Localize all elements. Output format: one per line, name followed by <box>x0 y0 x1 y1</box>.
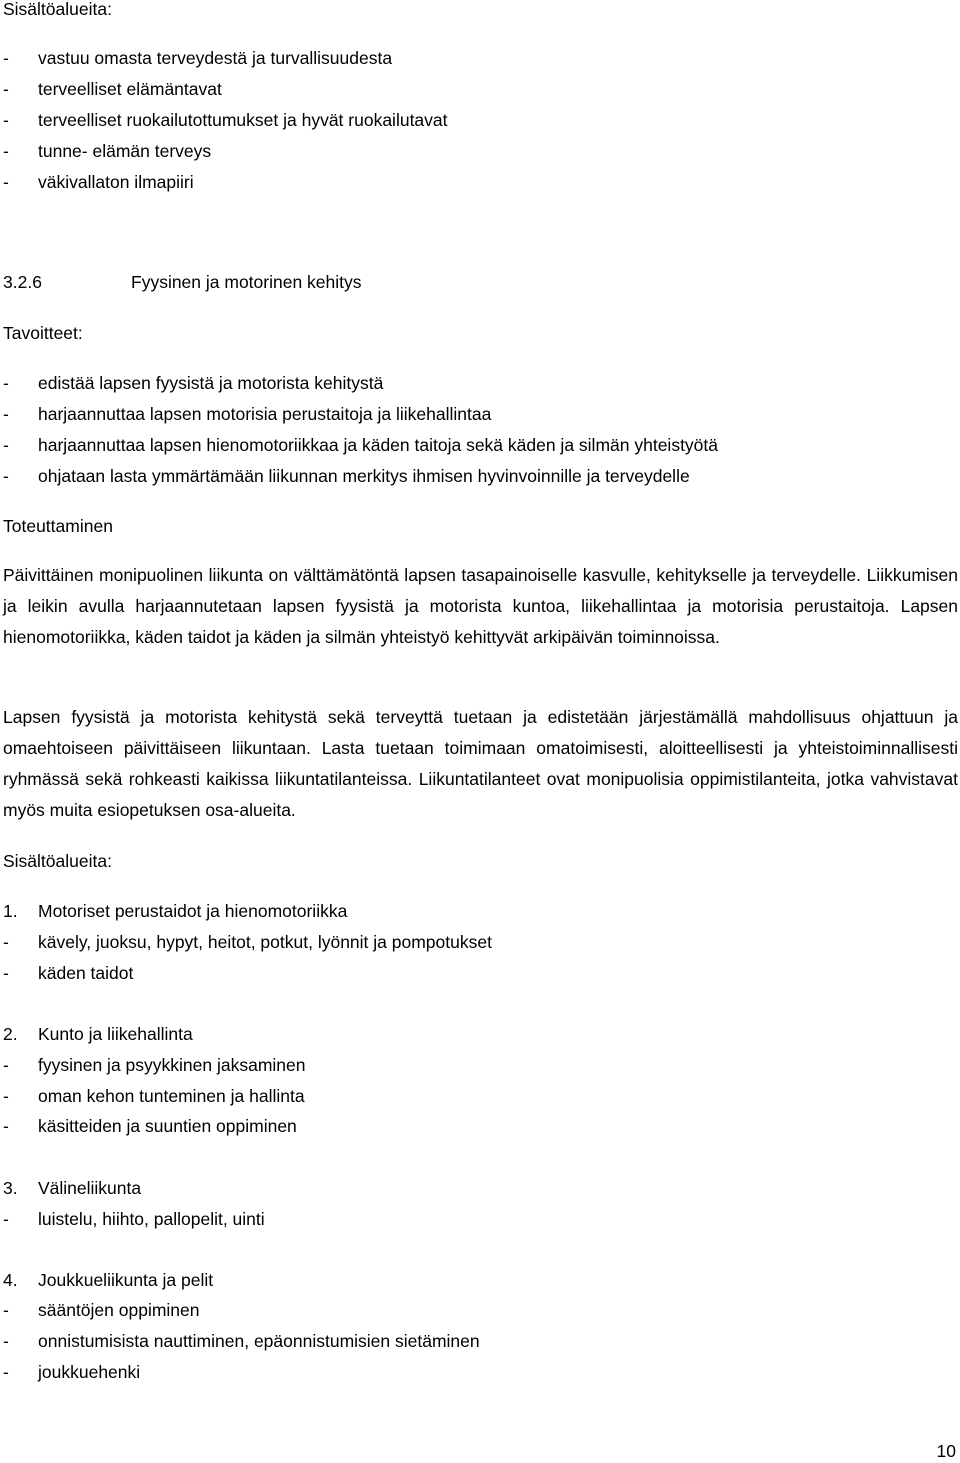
implementation-paragraph-1: Päivittäinen monipuolinen liikunta on välttämätöntä lapsen tasapainoiselle kasvulle, kehitykselle ja terveydelle. Liikkumisen ja leikin avulla harjaannutetaan lapsen fyysistä ja motorista kuntoa, liikehallintaa ja motorisia perustaitoja. Lapsen hienomotoriikka, käden taidot ja käden ja silmän yhteistyö kehittyvät arkipäivän toiminnoissa. <box>3 565 958 647</box>
dash-marker: - <box>3 141 9 161</box>
group-heading <box>3 900 347 922</box>
dash-marker: - <box>3 373 9 393</box>
goals-heading: Tavoitteet: <box>3 323 83 343</box>
dash-marker: - <box>3 1362 9 1382</box>
section-title: Fyysinen ja motorinen kehitys <box>131 272 362 292</box>
dash-marker: - <box>3 172 9 192</box>
dash-marker: - <box>3 1209 9 1229</box>
dash-marker: - <box>3 1116 9 1136</box>
list-item-text: sääntöjen oppiminen <box>38 1300 200 1320</box>
group-heading <box>3 1023 193 1045</box>
content-areas-heading: Sisältöalueita: <box>3 851 112 871</box>
list-item <box>3 78 222 100</box>
page-number: 10 <box>936 1441 956 1461</box>
list-item-text: oman kehon tunteminen ja hallinta <box>38 1086 305 1106</box>
dash-marker: - <box>3 79 9 99</box>
group-title: Kunto ja liikehallinta <box>38 1024 193 1044</box>
list-item <box>3 372 383 394</box>
list-item-text: ohjataan lasta ymmärtämään liikunnan merkitys ihmisen hyvinvoinnille ja terveydelle <box>38 466 690 486</box>
dash-marker: - <box>3 1300 9 1320</box>
list-item-text: luistelu, hiihto, pallopelit, uinti <box>38 1209 265 1229</box>
list-item-text: joukkuehenki <box>38 1362 141 1382</box>
group-title: Motoriset perustaidot ja hienomotoriikka <box>38 901 348 921</box>
list-item-text: väkivallaton ilmapiiri <box>38 172 194 192</box>
list-item-text: käden taidot <box>38 963 134 983</box>
list-item <box>3 403 491 425</box>
list-item <box>3 931 492 953</box>
list-item <box>3 47 392 69</box>
list-item-text: tunne- elämän terveys <box>38 141 212 161</box>
list-item <box>3 1115 297 1137</box>
section-heading <box>3 271 362 293</box>
group-number: 1. <box>3 901 18 921</box>
list-item <box>3 962 133 984</box>
list-item <box>3 1208 265 1230</box>
list-item <box>3 434 718 456</box>
list-item-text: edistää lapsen fyysistä ja motorista kehitystä <box>38 373 384 393</box>
implementation-paragraph-2: Lapsen fyysistä ja motorista kehitystä sekä terveyttä tuetaan ja edistetään järjestämällä mahdollisuus ohjattuun ja omaehtoiseen päivittäiseen liikuntaan. Lasta tuetaan toimimaan omatoimisesti, aloitteellisesti ja yhteistoiminnallisesti ryhmässä sekä rohkeasti kaikissa liikuntatilanteissa. Liikuntatilanteet ovat monipuolisia oppimistilanteita, jotka vahvistavat myös muita esiopetuksen osa-alueita. <box>3 707 958 820</box>
list-item <box>3 465 690 487</box>
list-item-text: harjaannuttaa lapsen hienomotoriikkaa ja käden taitoja sekä käden ja silmän yhteistyötä <box>38 435 719 455</box>
dash-marker: - <box>3 1331 9 1351</box>
list-item <box>3 109 448 131</box>
dash-marker: - <box>3 110 9 130</box>
dash-marker: - <box>3 1086 9 1106</box>
group-title: Välineliikunta <box>38 1178 142 1198</box>
dash-marker: - <box>3 466 9 486</box>
list-item-text: käsitteiden ja suuntien oppiminen <box>38 1116 297 1136</box>
dash-marker: - <box>3 963 9 983</box>
list-item <box>3 1054 306 1076</box>
group-number: 3. <box>3 1178 18 1198</box>
list-item <box>3 140 211 162</box>
group-title: Joukkueliikunta ja pelit <box>38 1270 214 1290</box>
implementation-heading: Toteuttaminen <box>3 516 113 536</box>
list-item-text: kävely, juoksu, hypyt, heitot, potkut, lyönnit ja pompotukset <box>38 932 492 952</box>
dash-marker: - <box>3 404 9 424</box>
list-item-text: onnistumisista nauttiminen, epäonnistumisien sietäminen <box>38 1331 480 1351</box>
list-item-text: harjaannuttaa lapsen motorisia perustaitoja ja liikehallintaa <box>38 404 492 424</box>
list-item-text: terveelliset elämäntavat <box>38 79 222 99</box>
list-item-text: vastuu omasta terveydestä ja turvallisuudesta <box>38 48 393 68</box>
group-number: 4. <box>3 1270 18 1290</box>
list-item <box>3 1299 200 1321</box>
list-item-text: terveelliset ruokailutottumukset ja hyvät ruokailutavat <box>38 110 448 130</box>
list-item <box>3 171 194 193</box>
group-number: 2. <box>3 1024 18 1044</box>
dash-marker: - <box>3 1055 9 1075</box>
group-heading <box>3 1177 141 1199</box>
section-number: 3.2.6 <box>3 272 42 292</box>
dash-marker: - <box>3 932 9 952</box>
top-section-heading: Sisältöalueita: <box>3 0 112 19</box>
list-item <box>3 1361 140 1383</box>
list-item <box>3 1330 480 1352</box>
dash-marker: - <box>3 48 9 68</box>
list-item-text: fyysinen ja psyykkinen jaksaminen <box>38 1055 306 1075</box>
dash-marker: - <box>3 435 9 455</box>
list-item <box>3 1085 305 1107</box>
group-heading <box>3 1269 213 1291</box>
